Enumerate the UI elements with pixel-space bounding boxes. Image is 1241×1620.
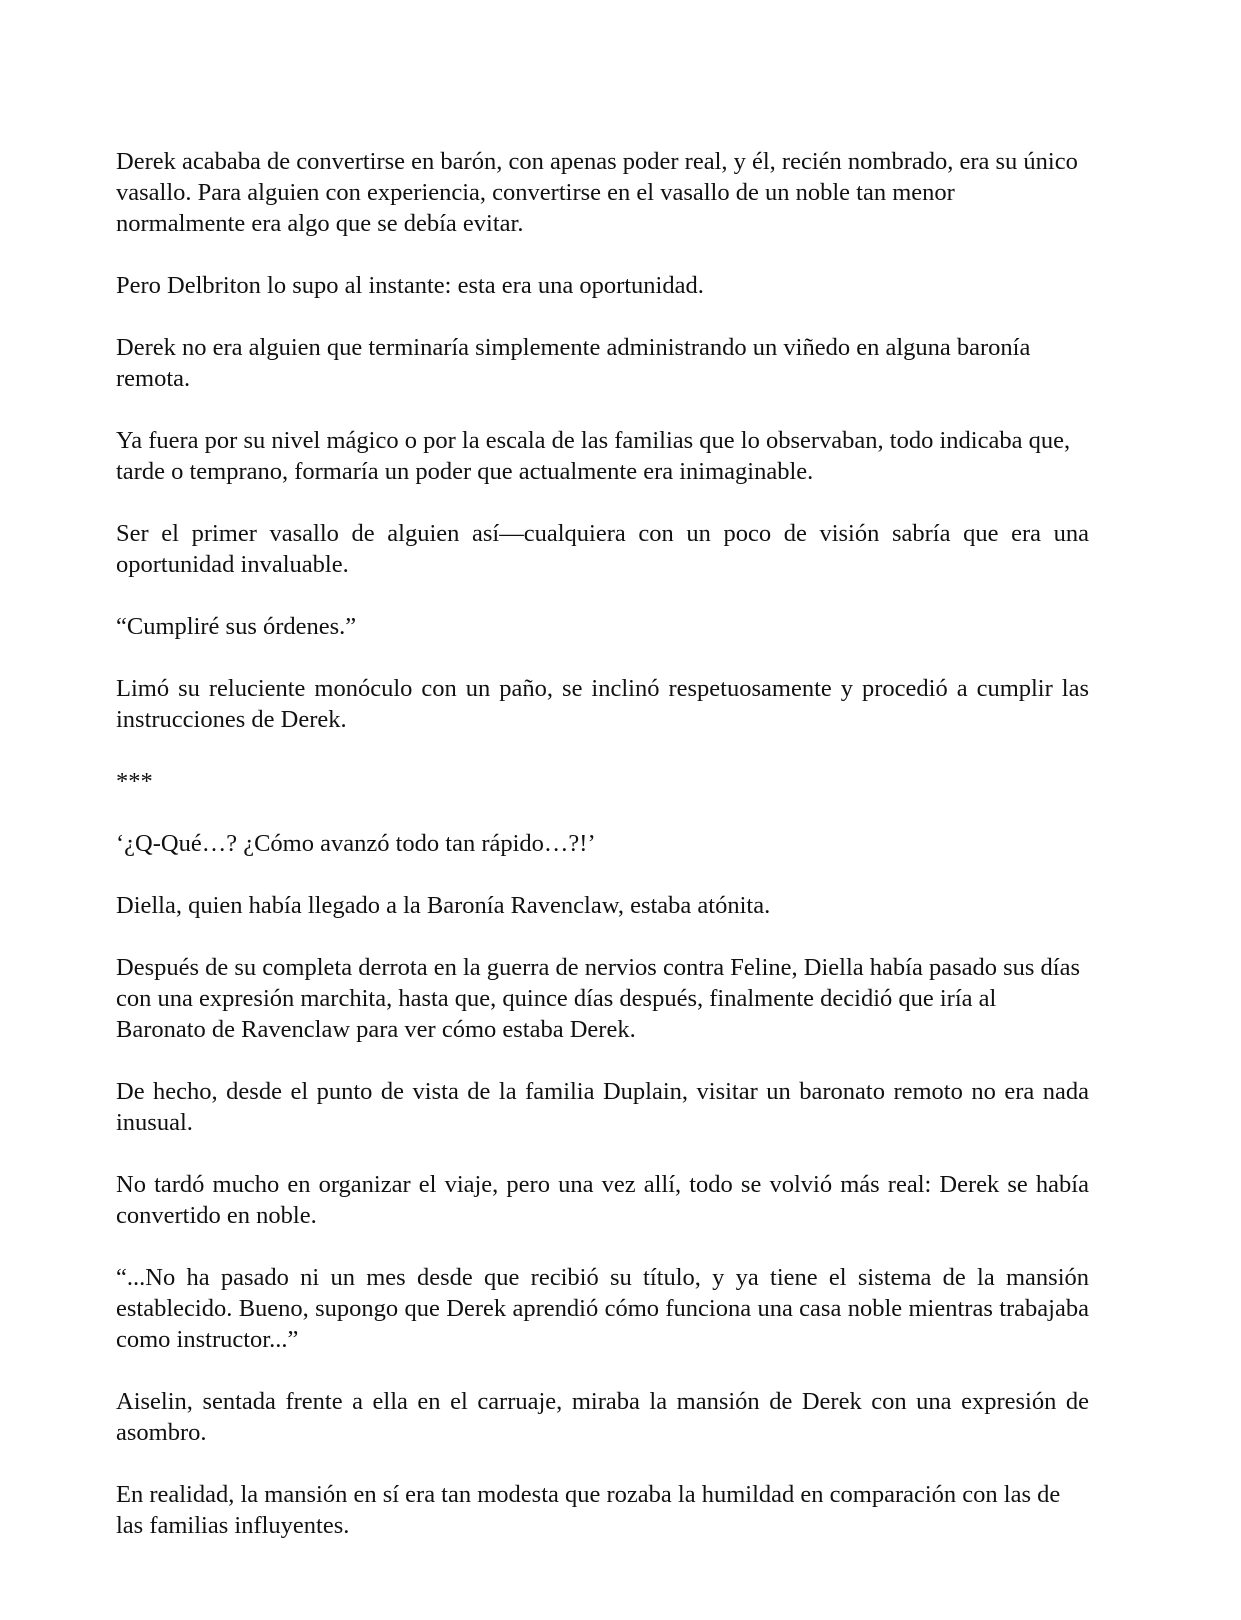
paragraph: En realidad, la mansión en sí era tan modesta que rozaba la humildad en comparación con las de las familias influyentes. xyxy=(116,1481,1061,1539)
paragraph: “...No ha pasado ni un mes desde que recibió su título, y ya tiene el sistema de la mansión establecido. Bueno, supongo que Derek aprendió cómo funciona una casa noble mientras trabajaba como instructor...” xyxy=(116,1264,1089,1353)
document-body xyxy=(116,146,1089,1541)
paragraph: Limó su reluciente monóculo con un paño, se inclinó respetuosamente y procedió a cumplir las instrucciones de Derek. xyxy=(116,675,1089,733)
paragraph: Derek no era alguien que terminaría simplemente administrando un viñedo en alguna baronía remota. xyxy=(116,334,1031,392)
paragraph: De hecho, desde el punto de vista de la familia Duplain, visitar un baronato remoto no era nada inusual. xyxy=(116,1078,1089,1136)
paragraph: Después de su completa derrota en la guerra de nervios contra Feline, Diella había pasado sus días con una expresión marchita, hasta que, quince días después, finalmente decidió que iría al Baronato de Ravenclaw para ver cómo estaba Derek. xyxy=(116,954,1081,1043)
paragraph: Aiselin, sentada frente a ella en el carruaje, miraba la mansión de Derek con una expresión de asombro. xyxy=(116,1388,1089,1446)
paragraph: Pero Delbriton lo supo al instante: esta era una oportunidad. xyxy=(116,272,704,299)
paragraph: Derek acababa de convertirse en barón, con apenas poder real, y él, recién nombrado, era su único vasallo. Para alguien con experiencia, convertirse en el vasallo de un noble tan menor normalmente era algo que se debía evitar. xyxy=(116,148,1078,237)
paragraph: No tardó mucho en organizar el viaje, pero una vez allí, todo se volvió más real: Derek se había convertido en noble. xyxy=(116,1171,1089,1229)
paragraph: ‘¿Q-Qué…? ¿Cómo avanzó todo tan rápido…?!’ xyxy=(116,830,596,857)
paragraph: Diella, quien había llegado a la Baronía Ravenclaw, estaba atónita. xyxy=(116,892,771,919)
paragraph: “Cumpliré sus órdenes.” xyxy=(116,613,357,640)
scene-break: *** xyxy=(116,768,153,795)
paragraph: Ser el primer vasallo de alguien así—cualquiera con un poco de visión sabría que era una oportunidad invaluable. xyxy=(116,520,1089,578)
paragraph: Ya fuera por su nivel mágico o por la escala de las familias que lo observaban, todo indicaba que, tarde o temprano, formaría un poder que actualmente era inimaginable. xyxy=(116,427,1071,485)
